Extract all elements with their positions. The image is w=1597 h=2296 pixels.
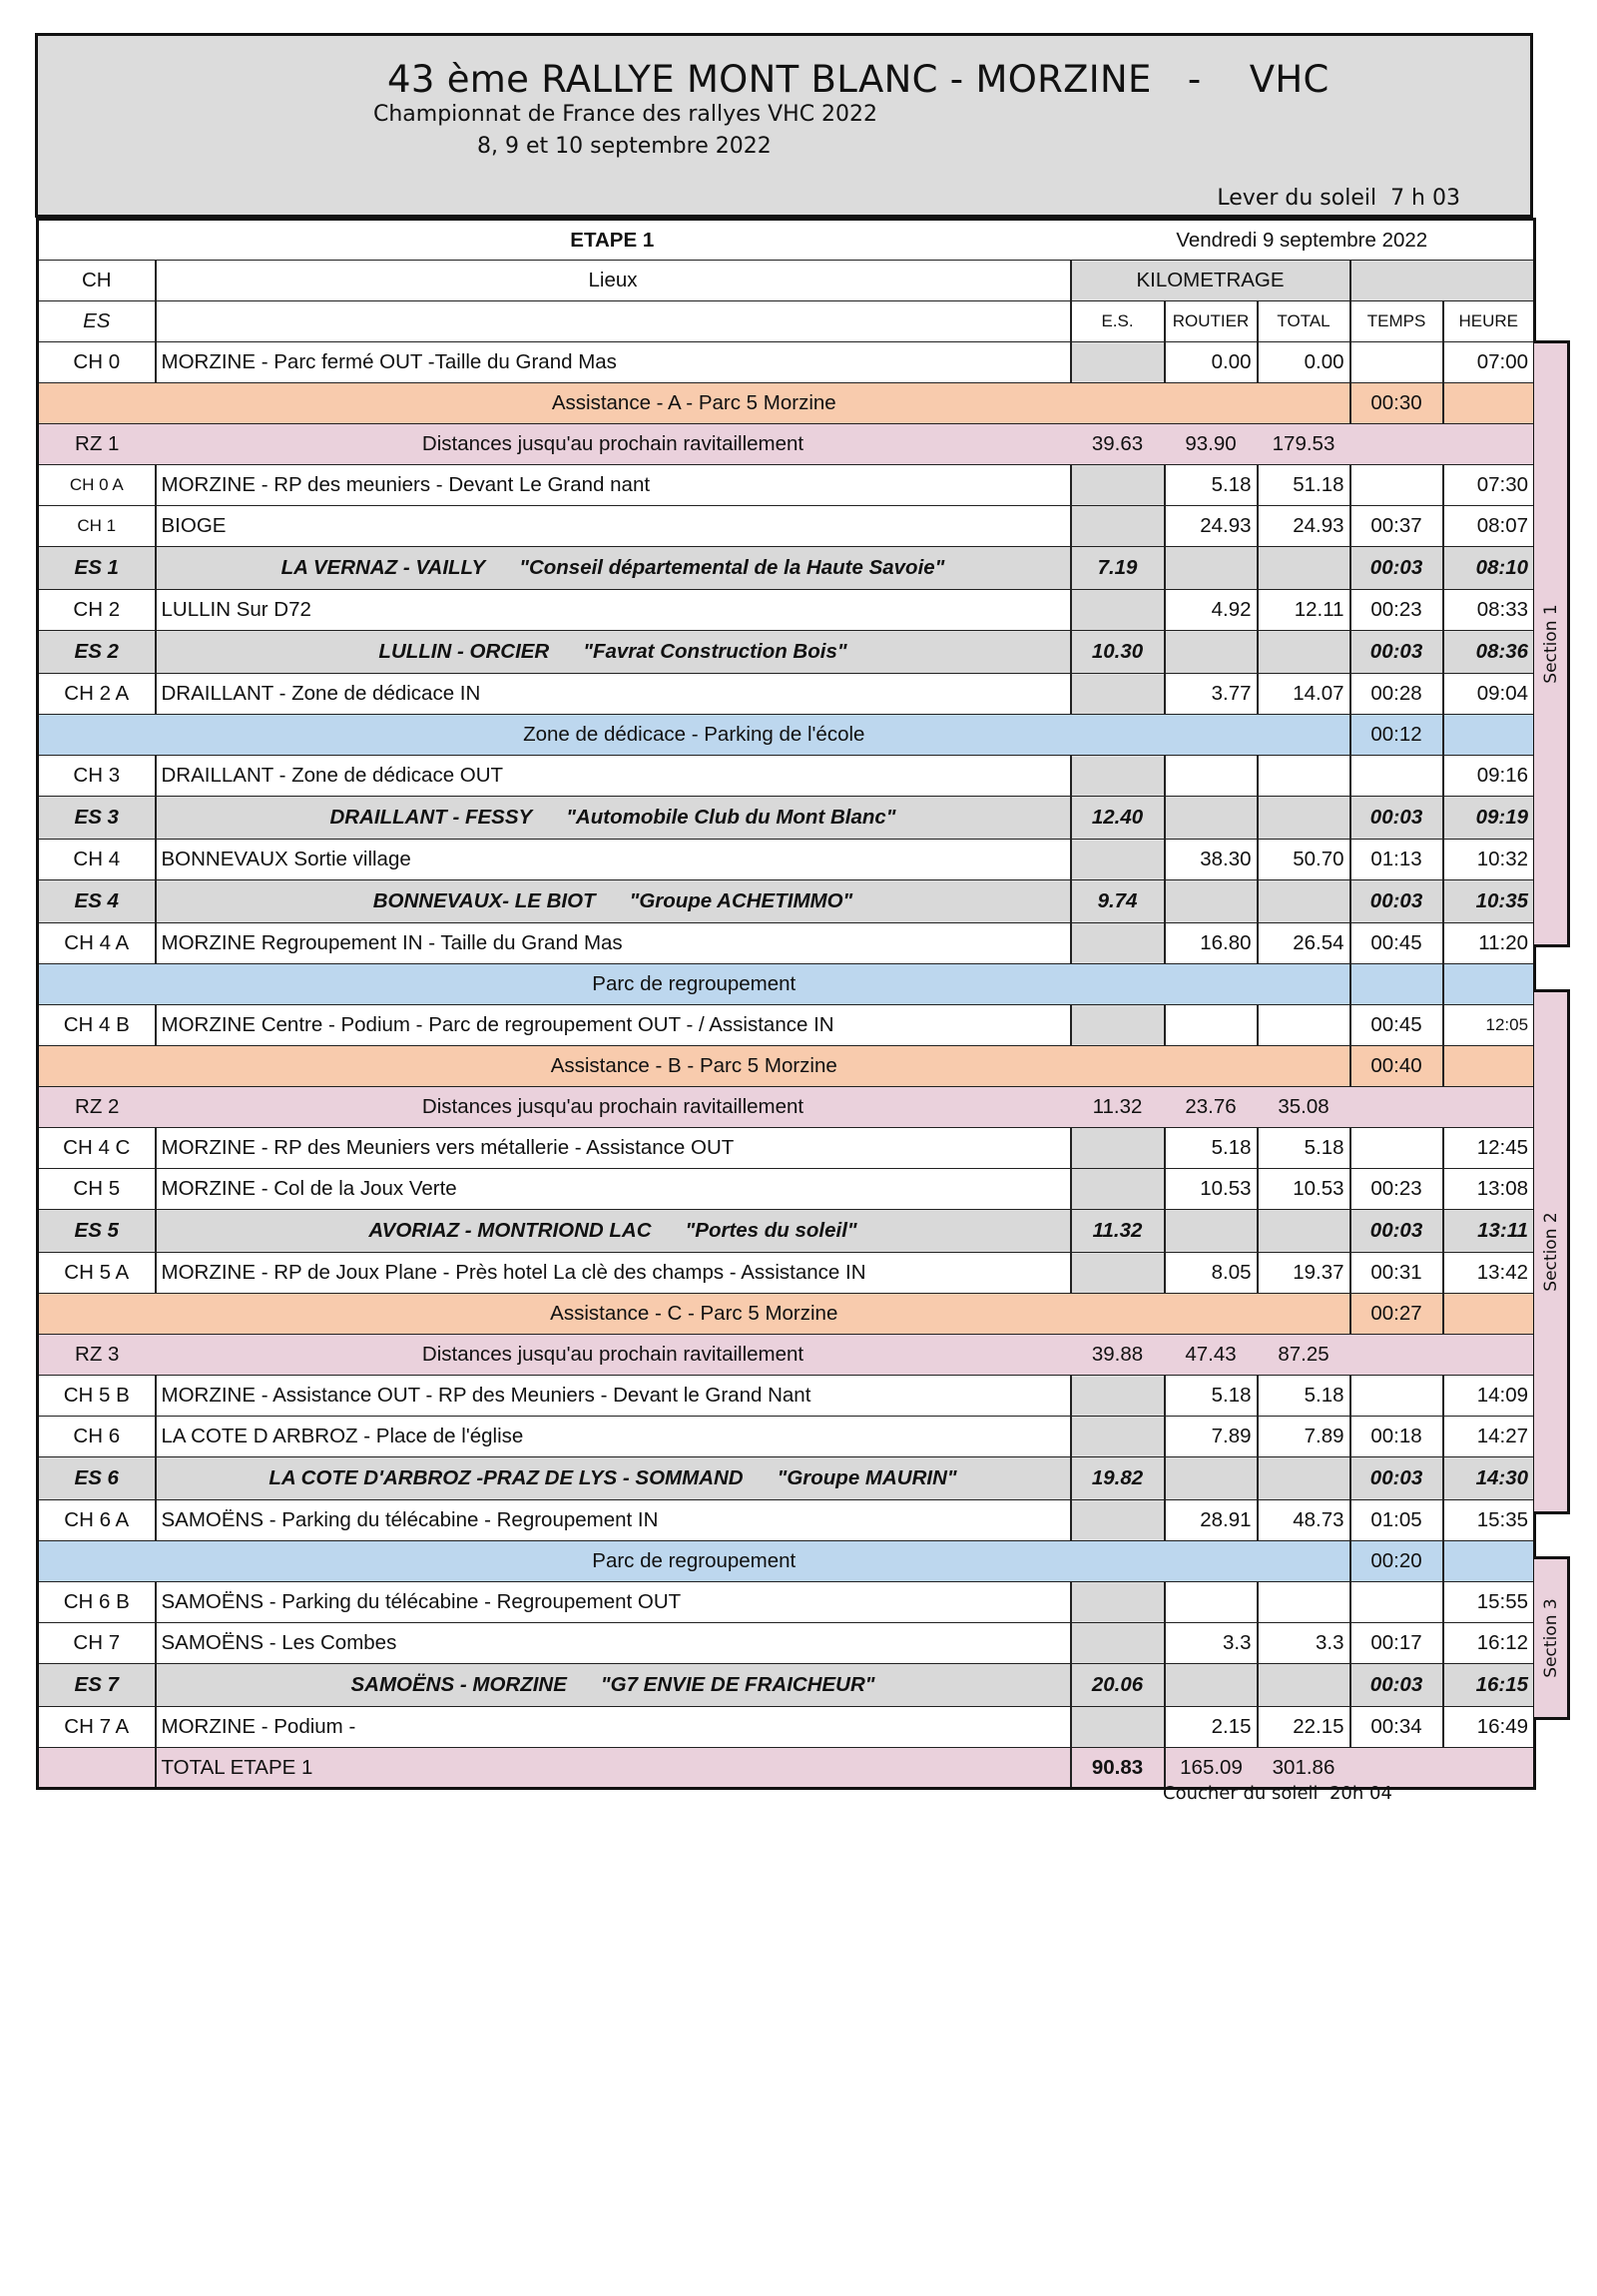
special-stage-sponsor: "Groupe MAURIN": [777, 1466, 957, 1489]
row-code: CH 5: [38, 1169, 156, 1210]
row-banner-label: Zone de dédicace - Parking de l'école: [38, 715, 1350, 756]
special-stage-name: SAMOËNS - MORZINE: [350, 1673, 567, 1696]
table-row: [38, 756, 1535, 797]
row-code: [38, 1748, 156, 1789]
special-stage-sponsor: "G7 ENVIE DE FRAICHEUR": [600, 1673, 875, 1696]
timetable: [36, 218, 1536, 1790]
row-es-km: [1071, 1623, 1165, 1664]
row-temps: 00:03: [1350, 880, 1443, 923]
row-es-km: [1071, 756, 1165, 797]
row-banner-label: Parc de regroupement: [38, 1541, 1350, 1582]
row-total: 51.18: [1258, 465, 1350, 506]
row-routier: [1165, 1005, 1258, 1046]
special-stage-sponsor: "Groupe ACHETIMMO": [629, 889, 853, 912]
row-temps: [1350, 1087, 1443, 1128]
row-place: BONNEVAUX Sortie village: [156, 840, 1071, 880]
row-routier: 0.00: [1165, 342, 1258, 383]
row-heure: [1443, 1046, 1535, 1087]
col-temps-header: TEMPS: [1350, 301, 1443, 342]
row-heure: 08:07: [1443, 506, 1535, 547]
row-heure: 08:33: [1443, 590, 1535, 631]
row-es-km: 10.30: [1071, 631, 1165, 674]
row-banner-label: Assistance - C - Parc 5 Morzine: [38, 1294, 1350, 1335]
row-temps: 00:45: [1350, 923, 1443, 964]
row-heure: [1443, 1541, 1535, 1582]
table-row: [38, 1128, 1535, 1169]
section-3-bracket: [1534, 1556, 1570, 1720]
row-place: MORZINE - Assistance OUT - RP des Meuniers - Devant le Grand Nant: [156, 1376, 1071, 1417]
sunset-time: Coucher du soleil 20h 04: [1163, 1783, 1392, 1804]
row-temps: 00:03: [1350, 547, 1443, 590]
row-es-km: [1071, 465, 1165, 506]
table-row: [38, 1582, 1535, 1623]
row-routier: 165.09: [1165, 1748, 1258, 1789]
row-heure: 12:05: [1443, 1005, 1535, 1046]
row-es-km: 19.82: [1071, 1457, 1165, 1500]
row-code: CH 0: [38, 342, 156, 383]
col-es-km-header: E.S.: [1071, 301, 1165, 342]
row-code: CH 6 B: [38, 1582, 156, 1623]
row-banner-label: Assistance - A - Parc 5 Morzine: [38, 383, 1350, 424]
stage-day: Vendredi 9 septembre 2022: [1071, 220, 1535, 261]
table-row: [38, 506, 1535, 547]
row-heure: [1443, 1294, 1535, 1335]
row-heure: 08:36: [1443, 631, 1535, 674]
row-heure: [1443, 1748, 1535, 1789]
row-total: 7.89: [1258, 1417, 1350, 1457]
row-temps: [1350, 964, 1443, 1005]
row-temps: 00:40: [1350, 1046, 1443, 1087]
row-total: [1258, 631, 1350, 674]
row-routier: 5.18: [1165, 465, 1258, 506]
row-heure: 09:16: [1443, 756, 1535, 797]
table-row: [38, 840, 1535, 880]
row-total: [1258, 547, 1350, 590]
row-es-km: [1071, 1417, 1165, 1457]
row-temps: [1350, 1128, 1443, 1169]
row-code: CH 5 A: [38, 1253, 156, 1294]
row-place: [156, 1664, 1071, 1707]
row-heure: [1443, 1087, 1535, 1128]
row-heure: 10:35: [1443, 880, 1535, 923]
row-code: ES 6: [38, 1457, 156, 1500]
col-heure-header: HEURE: [1443, 301, 1535, 342]
row-total: 19.37: [1258, 1253, 1350, 1294]
row-code: RZ 2: [38, 1087, 156, 1128]
row-heure: 09:04: [1443, 674, 1535, 715]
row-code: RZ 1: [38, 424, 156, 465]
row-es-km: 20.06: [1071, 1664, 1165, 1707]
row-routier: [1165, 1457, 1258, 1500]
row-total: [1258, 880, 1350, 923]
row-routier: 8.05: [1165, 1253, 1258, 1294]
row-temps: 00:23: [1350, 590, 1443, 631]
row-code: CH 7: [38, 1623, 156, 1664]
table-row: [38, 1417, 1535, 1457]
row-temps: 01:05: [1350, 1500, 1443, 1541]
row-code: CH 4: [38, 840, 156, 880]
table-row: [38, 1707, 1535, 1748]
row-es-km: 90.83: [1071, 1748, 1165, 1789]
row-code: RZ 3: [38, 1335, 156, 1376]
row-temps: [1350, 1376, 1443, 1417]
row-place: SAMOËNS - Parking du télécabine - Regroupement OUT: [156, 1582, 1071, 1623]
stage-header-row: [38, 220, 1535, 261]
section-2-label: Section 2: [1540, 1212, 1561, 1292]
row-temps: 00:03: [1350, 631, 1443, 674]
timetable-rows: [38, 342, 1535, 1789]
row-place: DRAILLANT - Zone de dédicace IN: [156, 674, 1071, 715]
row-es-km: [1071, 1169, 1165, 1210]
row-routier: 10.53: [1165, 1169, 1258, 1210]
row-es-km: [1071, 1005, 1165, 1046]
table-row: [38, 1087, 1535, 1128]
row-routier: [1165, 1664, 1258, 1707]
special-stage-name: LA VERNAZ - VAILLY: [280, 556, 486, 579]
row-label: Distances jusqu'au prochain ravitaillement: [156, 1087, 1071, 1128]
championship-subtitle: Championnat de France des rallyes VHC 2022: [373, 102, 878, 127]
row-place: MORZINE - RP de Joux Plane - Près hotel La clè des champs - Assistance IN: [156, 1253, 1071, 1294]
row-code: ES 7: [38, 1664, 156, 1707]
row-total: 3.3: [1258, 1623, 1350, 1664]
table-row: [38, 1623, 1535, 1664]
row-routier: [1165, 797, 1258, 840]
row-total: 14.07: [1258, 674, 1350, 715]
row-total: [1258, 1582, 1350, 1623]
row-es-km: [1071, 1253, 1165, 1294]
special-stage-sponsor: "Automobile Club du Mont Blanc": [566, 806, 896, 829]
row-place: [156, 547, 1071, 590]
row-total: 35.08: [1258, 1087, 1350, 1128]
table-row: [38, 923, 1535, 964]
special-stage-sponsor: "Portes du soleil": [685, 1219, 857, 1242]
row-routier: 3.3: [1165, 1623, 1258, 1664]
row-place: [156, 1457, 1071, 1500]
row-total: 22.15: [1258, 1707, 1350, 1748]
row-routier: 24.93: [1165, 506, 1258, 547]
row-total: 12.11: [1258, 590, 1350, 631]
row-temps: 00:37: [1350, 506, 1443, 547]
table-row: [38, 1335, 1535, 1376]
row-es-km: [1071, 1376, 1165, 1417]
row-es-km: 12.40: [1071, 797, 1165, 840]
row-es-km: 9.74: [1071, 880, 1165, 923]
row-banner-label: Parc de regroupement: [38, 964, 1350, 1005]
row-temps: 00:17: [1350, 1623, 1443, 1664]
row-total: 5.18: [1258, 1376, 1350, 1417]
row-code: CH 5 B: [38, 1376, 156, 1417]
row-total: [1258, 797, 1350, 840]
row-heure: 09:19: [1443, 797, 1535, 840]
special-stage-name: AVORIAZ - MONTRIOND LAC: [368, 1219, 652, 1242]
row-es-km: 11.32: [1071, 1087, 1165, 1128]
row-es-km: [1071, 1500, 1165, 1541]
row-code: CH 2: [38, 590, 156, 631]
row-heure: [1443, 715, 1535, 756]
row-place: MORZINE Regroupement IN - Taille du Grand Mas: [156, 923, 1071, 964]
table-row: [38, 1457, 1535, 1500]
row-es-km: 11.32: [1071, 1210, 1165, 1253]
sunrise-time: Lever du soleil 7 h 03: [1217, 186, 1460, 211]
row-total: [1258, 1210, 1350, 1253]
row-temps: 01:13: [1350, 840, 1443, 880]
row-total: 10.53: [1258, 1169, 1350, 1210]
row-routier: 93.90: [1165, 424, 1258, 465]
row-heure: [1443, 964, 1535, 1005]
row-routier: 3.77: [1165, 674, 1258, 715]
row-es-km: [1071, 342, 1165, 383]
table-row: [38, 1046, 1535, 1087]
row-code: CH 0 A: [38, 465, 156, 506]
special-stage-sponsor: "Favrat Construction Bois": [583, 640, 847, 663]
table-row: [38, 342, 1535, 383]
row-heure: 15:55: [1443, 1582, 1535, 1623]
row-routier: 38.30: [1165, 840, 1258, 880]
row-code: CH 7 A: [38, 1707, 156, 1748]
col-km-header: KILOMETRAGE: [1071, 261, 1350, 301]
row-routier: [1165, 756, 1258, 797]
row-routier: 28.91: [1165, 1500, 1258, 1541]
row-heure: 15:35: [1443, 1500, 1535, 1541]
row-code: ES 2: [38, 631, 156, 674]
section-1-label: Section 1: [1540, 604, 1561, 684]
row-es-km: 39.63: [1071, 424, 1165, 465]
table-row: [38, 1541, 1535, 1582]
row-temps: 00:03: [1350, 1664, 1443, 1707]
section-3-label: Section 3: [1540, 1598, 1561, 1678]
row-heure: 08:10: [1443, 547, 1535, 590]
row-routier: [1165, 880, 1258, 923]
row-place: TOTAL ETAPE 1: [156, 1748, 1071, 1789]
row-temps: 00:30: [1350, 383, 1443, 424]
row-temps: [1350, 342, 1443, 383]
row-temps: 00:20: [1350, 1541, 1443, 1582]
row-code: CH 4 B: [38, 1005, 156, 1046]
row-temps: 00:12: [1350, 715, 1443, 756]
row-place: LULLIN Sur D72: [156, 590, 1071, 631]
row-routier: 7.89: [1165, 1417, 1258, 1457]
row-routier: 16.80: [1165, 923, 1258, 964]
special-stage-name: DRAILLANT - FESSY: [329, 806, 533, 829]
row-es-km: [1071, 674, 1165, 715]
row-es-km: [1071, 1582, 1165, 1623]
rally-dates: 8, 9 et 10 septembre 2022: [477, 134, 772, 159]
table-row: [38, 547, 1535, 590]
row-temps: 00:23: [1350, 1169, 1443, 1210]
table-row: [38, 1169, 1535, 1210]
row-heure: 07:00: [1443, 342, 1535, 383]
table-row: [38, 590, 1535, 631]
document-header: [35, 33, 1533, 218]
table-row: [38, 631, 1535, 674]
row-routier: 4.92: [1165, 590, 1258, 631]
row-code: ES 1: [38, 547, 156, 590]
stage-title: ETAPE 1: [38, 220, 1071, 261]
row-total: [1258, 1005, 1350, 1046]
table-row: [38, 1294, 1535, 1335]
row-heure: 07:30: [1443, 465, 1535, 506]
table-row: [38, 1210, 1535, 1253]
row-total: 26.54: [1258, 923, 1350, 964]
col-es-header: ES: [38, 301, 156, 342]
special-stage-name: LULLIN - ORCIER: [378, 640, 550, 663]
row-es-km: [1071, 590, 1165, 631]
table-row: [38, 1005, 1535, 1046]
row-temps: 00:45: [1350, 1005, 1443, 1046]
row-heure: 12:45: [1443, 1128, 1535, 1169]
row-banner-label: Assistance - B - Parc 5 Morzine: [38, 1046, 1350, 1087]
row-heure: 13:08: [1443, 1169, 1535, 1210]
row-routier: 2.15: [1165, 1707, 1258, 1748]
table-row: [38, 1376, 1535, 1417]
row-routier: 23.76: [1165, 1087, 1258, 1128]
column-header-row-2: [38, 301, 1535, 342]
row-heure: 16:12: [1443, 1623, 1535, 1664]
col-total-header: TOTAL: [1258, 301, 1350, 342]
row-es-km: 7.19: [1071, 547, 1165, 590]
row-place: [156, 797, 1071, 840]
row-heure: 14:09: [1443, 1376, 1535, 1417]
table-row: [38, 797, 1535, 840]
row-es-km: [1071, 923, 1165, 964]
row-routier: 5.18: [1165, 1128, 1258, 1169]
section-1-bracket: [1534, 340, 1570, 947]
row-es-km: [1071, 506, 1165, 547]
row-heure: 16:49: [1443, 1707, 1535, 1748]
row-place: MORZINE - Parc fermé OUT -Taille du Grand Mas: [156, 342, 1071, 383]
column-header-row-1: [38, 261, 1535, 301]
row-place: [156, 1210, 1071, 1253]
table-row: [38, 424, 1535, 465]
row-code: CH 2 A: [38, 674, 156, 715]
row-temps: 00:03: [1350, 1210, 1443, 1253]
row-label: Distances jusqu'au prochain ravitaillement: [156, 424, 1071, 465]
row-temps: 00:03: [1350, 797, 1443, 840]
row-place: BIOGE: [156, 506, 1071, 547]
col-routier-header: ROUTIER: [1165, 301, 1258, 342]
row-temps: 00:31: [1350, 1253, 1443, 1294]
table-row: [38, 964, 1535, 1005]
row-place: LA COTE D ARBROZ - Place de l'église: [156, 1417, 1071, 1457]
row-es-km: [1071, 1128, 1165, 1169]
table-row: [38, 674, 1535, 715]
col-ch-header: CH: [38, 261, 156, 301]
row-total: [1258, 1457, 1350, 1500]
row-routier: 47.43: [1165, 1335, 1258, 1376]
row-total: [1258, 756, 1350, 797]
row-es-km: 39.88: [1071, 1335, 1165, 1376]
row-total: 5.18: [1258, 1128, 1350, 1169]
row-routier: [1165, 547, 1258, 590]
row-place: MORZINE Centre - Podium - Parc de regroupement OUT - / Assistance IN: [156, 1005, 1071, 1046]
row-temps: [1350, 1582, 1443, 1623]
row-routier: [1165, 1210, 1258, 1253]
col-time-header: [1350, 261, 1535, 301]
row-total: [1258, 1664, 1350, 1707]
row-heure: [1443, 1335, 1535, 1376]
row-total: 301.86: [1258, 1748, 1350, 1789]
row-temps: 00:28: [1350, 674, 1443, 715]
table-row: [38, 383, 1535, 424]
row-total: 48.73: [1258, 1500, 1350, 1541]
row-temps: 00:27: [1350, 1294, 1443, 1335]
col-blank-header: [156, 301, 1071, 342]
row-temps: [1350, 1335, 1443, 1376]
row-temps: [1350, 424, 1443, 465]
table-row: [38, 1664, 1535, 1707]
row-heure: 11:20: [1443, 923, 1535, 964]
table-row: [38, 715, 1535, 756]
table-row: [38, 880, 1535, 923]
row-heure: 13:11: [1443, 1210, 1535, 1253]
special-stage-name: LA COTE D'ARBROZ -PRAZ DE LYS - SOMMAND: [268, 1466, 744, 1489]
row-total: 0.00: [1258, 342, 1350, 383]
row-place: MORZINE - Podium -: [156, 1707, 1071, 1748]
row-routier: 5.18: [1165, 1376, 1258, 1417]
row-code: ES 5: [38, 1210, 156, 1253]
row-code: CH 1: [38, 506, 156, 547]
row-temps: [1350, 465, 1443, 506]
row-temps: 00:03: [1350, 1457, 1443, 1500]
row-heure: [1443, 383, 1535, 424]
row-heure: 13:42: [1443, 1253, 1535, 1294]
special-stage-name: BONNEVAUX- LE BIOT: [372, 889, 596, 912]
row-place: DRAILLANT - Zone de dédicace OUT: [156, 756, 1071, 797]
row-heure: 10:32: [1443, 840, 1535, 880]
rally-title: 43 ème RALLYE MONT BLANC - MORZINE - VHC: [387, 58, 1330, 101]
row-total: 179.53: [1258, 424, 1350, 465]
row-total: 50.70: [1258, 840, 1350, 880]
row-total: 87.25: [1258, 1335, 1350, 1376]
row-total: 24.93: [1258, 506, 1350, 547]
col-lieux-header: Lieux: [156, 261, 1071, 301]
row-es-km: [1071, 840, 1165, 880]
row-temps: 00:34: [1350, 1707, 1443, 1748]
special-stage-sponsor: "Conseil départemental de la Haute Savoie": [519, 556, 945, 579]
row-heure: 14:27: [1443, 1417, 1535, 1457]
row-place: MORZINE - Col de la Joux Verte: [156, 1169, 1071, 1210]
row-temps: [1350, 756, 1443, 797]
row-place: [156, 880, 1071, 923]
table-row: [38, 1500, 1535, 1541]
row-label: Distances jusqu'au prochain ravitaillement: [156, 1335, 1071, 1376]
row-heure: 14:30: [1443, 1457, 1535, 1500]
row-routier: [1165, 631, 1258, 674]
row-code: CH 6 A: [38, 1500, 156, 1541]
row-heure: 16:15: [1443, 1664, 1535, 1707]
row-code: CH 4 C: [38, 1128, 156, 1169]
row-place: MORZINE - RP des meuniers - Devant Le Grand nant: [156, 465, 1071, 506]
section-2-bracket: [1534, 989, 1570, 1514]
row-place: SAMOËNS - Les Combes: [156, 1623, 1071, 1664]
table-row: [38, 1253, 1535, 1294]
row-place: MORZINE - RP des Meuniers vers métallerie - Assistance OUT: [156, 1128, 1071, 1169]
row-es-km: [1071, 1707, 1165, 1748]
row-heure: [1443, 424, 1535, 465]
table-row: [38, 465, 1535, 506]
row-routier: [1165, 1582, 1258, 1623]
row-place: SAMOËNS - Parking du télécabine - Regroupement IN: [156, 1500, 1071, 1541]
row-temps: 00:18: [1350, 1417, 1443, 1457]
row-place: [156, 631, 1071, 674]
row-code: CH 4 A: [38, 923, 156, 964]
row-code: ES 4: [38, 880, 156, 923]
row-code: CH 3: [38, 756, 156, 797]
row-code: CH 6: [38, 1417, 156, 1457]
row-code: ES 3: [38, 797, 156, 840]
